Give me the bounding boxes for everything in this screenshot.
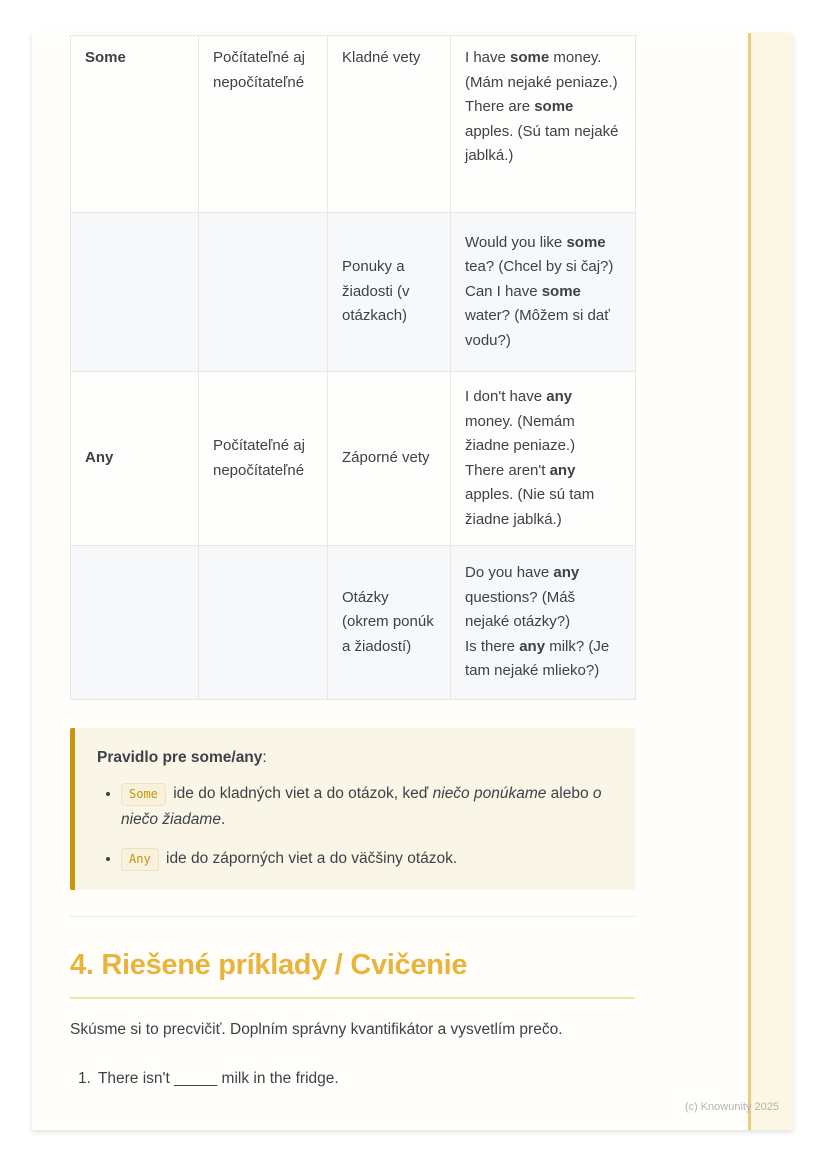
table-cell: Some: [71, 36, 199, 213]
intro-paragraph: Skúsme si to precvičiť. Doplním správny kvantifikátor a vysvetlím prečo.: [70, 1021, 563, 1038]
table-cell: Would you like some tea? (Chcel by si čaj?) Can I have some water? (Môžem si dať vodu?): [451, 213, 636, 372]
footer-credit: (c) Knowunity 2025: [684, 1101, 779, 1113]
table-cell: [199, 546, 328, 700]
inline-code-chip: Some: [121, 783, 166, 806]
table-cell: Any: [71, 372, 199, 546]
table-cell: I have some money. (Mám nejaké peniaze.) There are some apples. (Sú tam nejaké jablká.): [451, 36, 636, 213]
exercise-item: [78, 1067, 635, 1091]
document-page: [32, 33, 793, 1130]
table-row: [71, 372, 636, 546]
table-cell: [199, 213, 328, 372]
table-cell: Kladné vety: [328, 36, 451, 213]
exercise-text: There isn't _____ milk in the fridge.: [97, 1070, 339, 1087]
page-content: [70, 35, 635, 1091]
inline-code-chip: Any: [121, 848, 159, 871]
table-cell: Počítateľné aj nepočítateľné: [199, 36, 328, 213]
callout-title: Pravidlo pre some/any:: [97, 749, 267, 766]
page-edge-stripe: [748, 33, 793, 1130]
exercise-number: 1.: [78, 1070, 91, 1087]
section-divider: [70, 916, 635, 917]
section-heading: 4. Riešené príklady / Cvičenie: [70, 948, 635, 999]
table-cell: Počítateľné aj nepočítateľné: [199, 372, 328, 546]
rule-callout: [70, 728, 635, 890]
callout-bullet: • Any ide do záporných viet a do väčšiny otázok.: [121, 846, 613, 872]
table-cell: Do you have any questions? (Máš nejaké otázky?) Is there any milk? (Je tam nejaké mlieko?): [451, 546, 636, 700]
table-cell: I don't have any money. (Nemám žiadne peniaze.) There aren't any apples. (Nie sú tam žiadne jablká.): [451, 372, 636, 546]
callout-bullet: • Some ide do kladných viet a do otázok, keď niečo ponúkame alebo o niečo žiadame.: [121, 781, 613, 833]
callout-bullet-list: [97, 781, 613, 872]
table-row: [71, 546, 636, 700]
table-row: [71, 36, 636, 213]
table-cell: [71, 546, 199, 700]
table-cell: Otázky (okrem ponúk a žiadostí): [328, 546, 451, 700]
table-cell: Ponuky a žiadosti (v otázkach): [328, 213, 451, 372]
exercise-list: [70, 1067, 635, 1091]
quantifier-table: [70, 35, 636, 700]
table-body: [71, 36, 636, 700]
table-cell: [71, 213, 199, 372]
table-row: [71, 213, 636, 372]
table-cell: Záporné vety: [328, 372, 451, 546]
